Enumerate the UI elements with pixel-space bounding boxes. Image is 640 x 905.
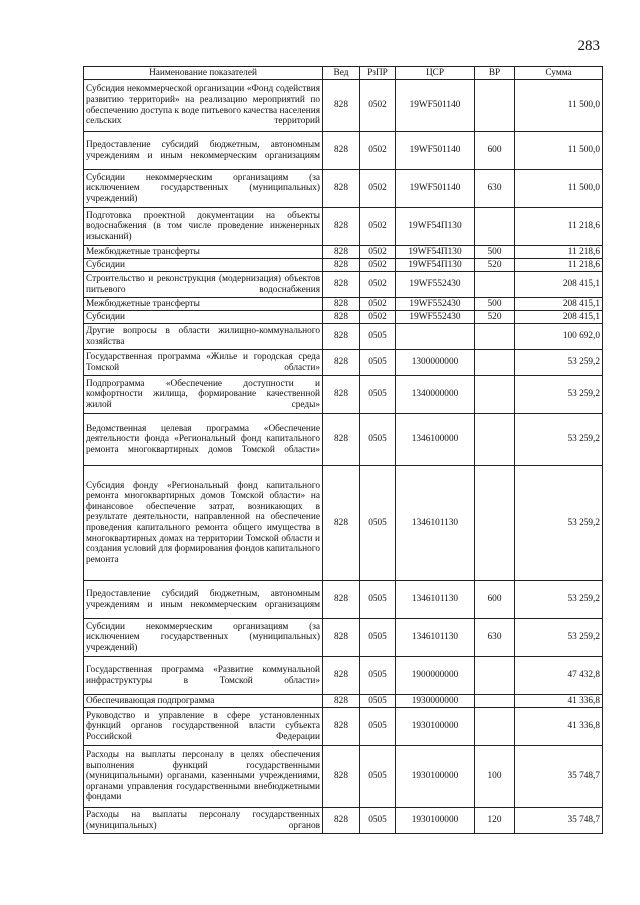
cell-vr: 500	[475, 298, 515, 311]
cell-csr: 1346100000	[396, 414, 475, 466]
cell-vr: 630	[475, 619, 515, 657]
cell-name: Субсидии некоммерческим организациям (за исключением государственных (муниципальных) учреждений)	[84, 619, 323, 657]
cell-sum: 53 259,2	[515, 466, 603, 581]
cell-ved: 828	[323, 376, 360, 414]
cell-vr	[475, 208, 515, 246]
cell-csr: 19WF552430	[396, 298, 475, 311]
cell-vr	[475, 466, 515, 581]
cell-csr: 1340000000	[396, 376, 475, 414]
header-name: Наименование показателей	[84, 67, 323, 80]
cell-vr	[475, 708, 515, 746]
cell-csr: 19WF54П130	[396, 246, 475, 259]
cell-name: Межбюджетные трансферты	[84, 298, 323, 311]
cell-sum: 208 415,1	[515, 311, 603, 324]
cell-name: Субсидии	[84, 311, 323, 324]
budget-table	[83, 66, 603, 834]
cell-sum: 41 336,8	[515, 708, 603, 746]
cell-sum: 35 748,7	[515, 808, 603, 834]
cell-name: Предоставление субсидий бюджетным, автономным учреждениям и иным некоммерческим организациям	[84, 581, 323, 619]
cell-csr: 1300000000	[396, 350, 475, 376]
table-row	[84, 466, 603, 581]
cell-vr	[475, 324, 515, 350]
cell-csr: 19WF54П130	[396, 259, 475, 272]
cell-rzpr: 0505	[360, 376, 396, 414]
cell-csr: 19WF552430	[396, 272, 475, 298]
table-row	[84, 708, 603, 746]
cell-ved: 828	[323, 657, 360, 695]
cell-rzpr: 0505	[360, 414, 396, 466]
header-vr: ВР	[475, 67, 515, 80]
table-row	[84, 619, 603, 657]
cell-ved: 828	[323, 80, 360, 132]
cell-sum: 208 415,1	[515, 272, 603, 298]
cell-csr: 1930100000	[396, 808, 475, 834]
cell-rzpr: 0505	[360, 581, 396, 619]
cell-name: Расходы на выплаты персоналу в целях обеспечения выполнения функций государственными (муниципальными) органами, казенными учреждениями, органами управления государственными внебюджетными фондами	[84, 746, 323, 808]
cell-name: Государственная программа «Развитие коммунальной инфраструктуры в Томской области»	[84, 657, 323, 695]
table-row	[84, 324, 603, 350]
cell-csr: 19WF54П130	[396, 208, 475, 246]
cell-vr: 630	[475, 170, 515, 208]
cell-ved: 828	[323, 414, 360, 466]
table-row	[84, 350, 603, 376]
cell-ved: 828	[323, 619, 360, 657]
table-row	[84, 746, 603, 808]
cell-rzpr: 0505	[360, 619, 396, 657]
cell-sum: 11 500,0	[515, 170, 603, 208]
cell-sum: 11 218,6	[515, 208, 603, 246]
cell-sum: 11 500,0	[515, 132, 603, 170]
cell-rzpr: 0505	[360, 466, 396, 581]
page-number: 283	[577, 38, 600, 54]
cell-ved: 828	[323, 808, 360, 834]
table-row	[84, 272, 603, 298]
cell-rzpr: 0502	[360, 272, 396, 298]
cell-ved: 828	[323, 324, 360, 350]
cell-sum: 11 218,6	[515, 246, 603, 259]
cell-vr	[475, 376, 515, 414]
cell-sum: 208 415,1	[515, 298, 603, 311]
cell-rzpr: 0502	[360, 132, 396, 170]
cell-ved: 828	[323, 272, 360, 298]
cell-name: Субсидия некоммерческой организации «Фонд содействия развитию территорий» на реализацию мероприятий по обеспечению доступа к воде питьевого качества населения сельских территорий	[84, 80, 323, 132]
header-ved: Вед	[323, 67, 360, 80]
cell-sum: 53 259,2	[515, 350, 603, 376]
cell-name: Строительство и реконструкция (модернизация) объектов питьевого водоснабжения	[84, 272, 323, 298]
cell-sum: 53 259,2	[515, 414, 603, 466]
cell-name: Субсидии некоммерческим организациям (за исключением государственных (муниципальных) учреждений)	[84, 170, 323, 208]
header-row	[84, 67, 603, 80]
cell-ved: 828	[323, 132, 360, 170]
cell-vr	[475, 80, 515, 132]
cell-vr: 600	[475, 132, 515, 170]
cell-csr	[396, 324, 475, 350]
cell-sum: 100 692,0	[515, 324, 603, 350]
header-sum: Сумма	[515, 67, 603, 80]
table-row	[84, 808, 603, 834]
cell-name: Ведомственная целевая программа «Обеспечение деятельности фонда «Региональный фонд капитального ремонта многоквартирных домов Томской области»	[84, 414, 323, 466]
cell-csr: 19WF552430	[396, 311, 475, 324]
cell-sum: 11 500,0	[515, 80, 603, 132]
cell-rzpr: 0505	[360, 324, 396, 350]
table-row	[84, 170, 603, 208]
cell-csr: 1900000000	[396, 657, 475, 695]
cell-vr: 600	[475, 581, 515, 619]
cell-csr: 1346101130	[396, 466, 475, 581]
cell-vr: 500	[475, 246, 515, 259]
cell-rzpr: 0502	[360, 170, 396, 208]
cell-rzpr: 0502	[360, 298, 396, 311]
cell-vr	[475, 695, 515, 708]
cell-vr: 520	[475, 311, 515, 324]
cell-csr: 1930100000	[396, 746, 475, 808]
cell-ved: 828	[323, 350, 360, 376]
cell-sum: 53 259,2	[515, 581, 603, 619]
cell-sum: 41 336,8	[515, 695, 603, 708]
cell-ved: 828	[323, 581, 360, 619]
cell-ved: 828	[323, 208, 360, 246]
cell-name: Руководство и управление в сфере установленных функций органов государственной власти субъекта Российской Федерации	[84, 708, 323, 746]
cell-sum: 35 748,7	[515, 746, 603, 808]
cell-ved: 828	[323, 259, 360, 272]
cell-ved: 828	[323, 695, 360, 708]
cell-vr	[475, 414, 515, 466]
cell-vr	[475, 272, 515, 298]
cell-name: Межбюджетные трансферты	[84, 246, 323, 259]
cell-name: Подпрограмма «Обеспечение доступности и комфортности жилища, формирование качественной жилой среды»	[84, 376, 323, 414]
table-row	[84, 80, 603, 132]
cell-ved: 828	[323, 246, 360, 259]
table-row	[84, 414, 603, 466]
cell-ved: 828	[323, 708, 360, 746]
cell-rzpr: 0505	[360, 695, 396, 708]
cell-name: Субсидии	[84, 259, 323, 272]
cell-ved: 828	[323, 170, 360, 208]
cell-sum: 53 259,2	[515, 619, 603, 657]
table-row	[84, 695, 603, 708]
table-row	[84, 246, 603, 259]
cell-rzpr: 0502	[360, 311, 396, 324]
cell-rzpr: 0505	[360, 350, 396, 376]
cell-name: Расходы на выплаты персоналу государственных (муниципальных) органов	[84, 808, 323, 834]
cell-name: Обеспечивающая подпрограмма	[84, 695, 323, 708]
cell-csr: 1930100000	[396, 708, 475, 746]
cell-name: Субсидия фонду «Региональный фонд капитального ремонта многоквартирных домов Томской области» на финансовое обеспечение затрат, возникающих в результате деятельности, направленной на обеспечение проведения капитального ремонта общего имущества в многоквартирных домах на территории Томской области и создания условий для формирования фондов капитального ремонта	[84, 466, 323, 581]
cell-csr: 19WF501140	[396, 132, 475, 170]
cell-rzpr: 0502	[360, 246, 396, 259]
cell-vr: 100	[475, 746, 515, 808]
cell-csr: 19WF501140	[396, 80, 475, 132]
cell-csr: 1346101130	[396, 581, 475, 619]
table-row	[84, 132, 603, 170]
table-row	[84, 311, 603, 324]
cell-ved: 828	[323, 298, 360, 311]
cell-vr: 120	[475, 808, 515, 834]
cell-rzpr: 0505	[360, 808, 396, 834]
cell-ved: 828	[323, 746, 360, 808]
cell-csr: 19WF501140	[396, 170, 475, 208]
table-row	[84, 376, 603, 414]
header-rzpr: РзПР	[360, 67, 396, 80]
cell-rzpr: 0505	[360, 746, 396, 808]
cell-vr: 520	[475, 259, 515, 272]
table-row	[84, 581, 603, 619]
cell-csr: 1930000000	[396, 695, 475, 708]
cell-sum: 47 432,8	[515, 657, 603, 695]
table-row	[84, 657, 603, 695]
cell-vr	[475, 350, 515, 376]
cell-sum: 11 218,6	[515, 259, 603, 272]
cell-rzpr: 0502	[360, 208, 396, 246]
header-csr: ЦСР	[396, 67, 475, 80]
cell-name: Государственная программа «Жилье и городская среда Томской области»	[84, 350, 323, 376]
cell-vr	[475, 657, 515, 695]
cell-ved: 828	[323, 311, 360, 324]
table-row	[84, 259, 603, 272]
table-row	[84, 208, 603, 246]
cell-name: Предоставление субсидий бюджетным, автономным учреждениям и иным некоммерческим организациям	[84, 132, 323, 170]
cell-rzpr: 0505	[360, 708, 396, 746]
cell-name: Другие вопросы в области жилищно-коммунального хозяйства	[84, 324, 323, 350]
cell-csr: 1346101130	[396, 619, 475, 657]
cell-rzpr: 0502	[360, 259, 396, 272]
cell-name: Подготовка проектной документации на объекты водоснабжения (в том числе проведение инженерных изысканий)	[84, 208, 323, 246]
cell-rzpr: 0502	[360, 80, 396, 132]
cell-ved: 828	[323, 466, 360, 581]
cell-rzpr: 0505	[360, 657, 396, 695]
cell-sum: 53 259,2	[515, 376, 603, 414]
table-row	[84, 298, 603, 311]
